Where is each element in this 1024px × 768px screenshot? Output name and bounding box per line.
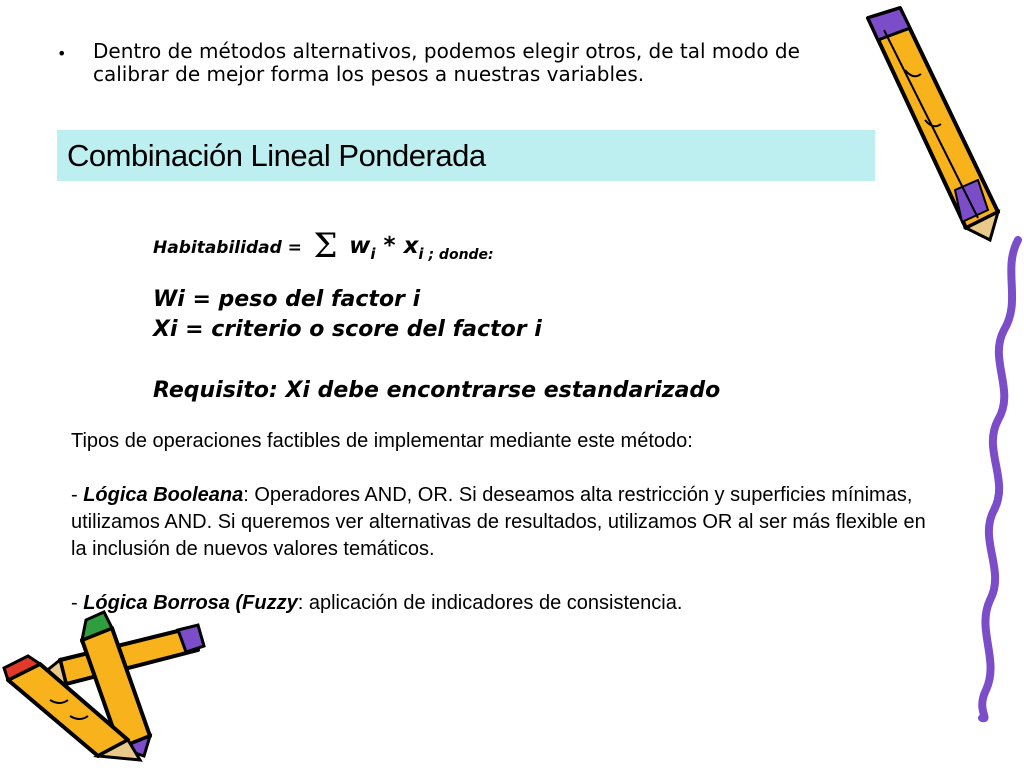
requirement-text: Requisito: Xi debe encontrarse estandarizado: [153, 378, 721, 403]
item-fuzzy-prefix: -: [71, 592, 84, 614]
formula-w: w: [349, 233, 371, 259]
bullet-marker: •: [57, 44, 67, 63]
formula-w-sub: i: [370, 245, 376, 263]
formula-tail: ; donde:: [423, 247, 494, 263]
intro-text: Dentro de métodos alternativos, podemos elegir otros, de tal modo de calibrar de mejor forma los pesos a nuestras variables.: [93, 39, 800, 86]
item-fuzzy-term: Lógica Borrosa (Fuzzy: [83, 592, 298, 614]
formula-x: x: [403, 233, 419, 259]
body-lead: Tipos de operaciones factibles de implementar mediante este método:: [71, 430, 693, 452]
formula-lhs: Habitabilidad =: [153, 238, 302, 258]
squiggle-line-icon: [982, 240, 1018, 718]
item-boolean-term: Lógica Booleana: [83, 484, 244, 506]
item-fuzzy-text: : aplicación de indicadores de consistencia.: [297, 592, 683, 614]
sigma-symbol: Σ: [313, 226, 338, 266]
pencil-bundle-icon: [4, 612, 204, 760]
item-boolean-prefix: -: [71, 484, 84, 506]
item-boolean-text: : Operadores AND, OR. Si deseamos alta restricción y superficies mínimas, utilizamos AND. Si queremos ver alternativas de resultados, utilizamos OR al ser más flexible en la inclusión de nuevos valores temáticos.: [71, 484, 926, 560]
definition-wi: Wi = peso del factor i: [153, 287, 421, 312]
definition-xi: Xi = criterio o score del factor i: [153, 317, 542, 342]
formula-times: *: [375, 233, 404, 259]
formula-x-sub: i: [418, 245, 424, 263]
slide-title: Combinación Lineal Ponderada: [67, 138, 486, 173]
pencil-top-right-icon: [868, 8, 998, 240]
